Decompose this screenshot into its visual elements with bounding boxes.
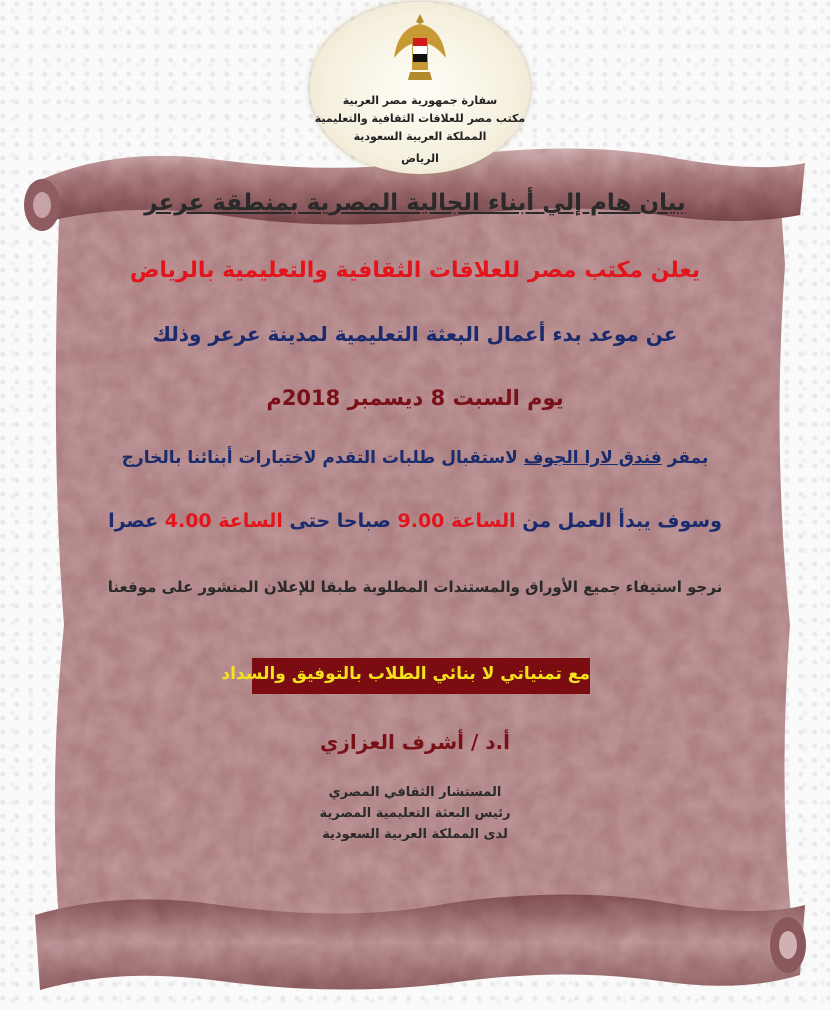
hours-end: الساعة 4.00 [164,510,283,532]
announcement-documents: نرجو استيفاء جميع الأوراق والمستندات المطلوبة طبقا للإعلان المنشور على موقعنا [107,578,723,596]
venue-prefix: بمقر [667,448,709,468]
announcement-venue [40,448,790,468]
venue-suffix: لاستقبال طلبات التقدم لاختبارات أبنائنا بالخارج [121,448,518,468]
signer-name: أ.د / أشرف العزازي [320,730,510,754]
announcement-line-2: عن موعد بدء أعمال البعثة التعليمية لمدينة عرعر وذلك [152,322,678,346]
announcement-date: يوم السبت 8 ديسمبر 2018م [266,386,564,410]
emblem-line-2: مكتب مصر للعلاقات الثقافية والتعليمية [314,112,526,125]
hours-start: الساعة 9.00 [397,510,516,532]
emblem-line-1: سفارة جمهورية مصر العربية [342,94,498,107]
hours-part-c: صباحا حتى [289,510,391,532]
hours-part-e: عصرا [108,510,159,532]
announcement-title: بيان هام إلي أبناء الجالية المصرية بمنطقة عرعر [144,190,686,216]
signer-role-2: رئيس البعثة التعليمية المصرية [319,806,511,821]
wish-text: مع تمنياتي لا بنائي الطلاب بالتوفيق والسداد [221,664,590,684]
signer-role-1: المستشار الثقافي المصري [328,785,502,800]
emblem-line-3: المملكة العربية السعودية [353,130,487,143]
signer-role-3: لدى المملكة العربية السعودية [322,827,508,842]
embassy-emblem [310,2,530,174]
announcement-line-1: يعلن مكتب مصر للعلاقات الثقافية والتعليمية بالرياض [129,258,701,283]
announcement-hours [40,510,790,532]
hours-part-a: وسوف يبدأ العمل من [522,510,722,532]
venue-hotel: فندق لارا الجوف [523,448,662,468]
eagle-of-saladin-icon [390,10,450,90]
emblem-line-4: الرياض [401,152,439,165]
